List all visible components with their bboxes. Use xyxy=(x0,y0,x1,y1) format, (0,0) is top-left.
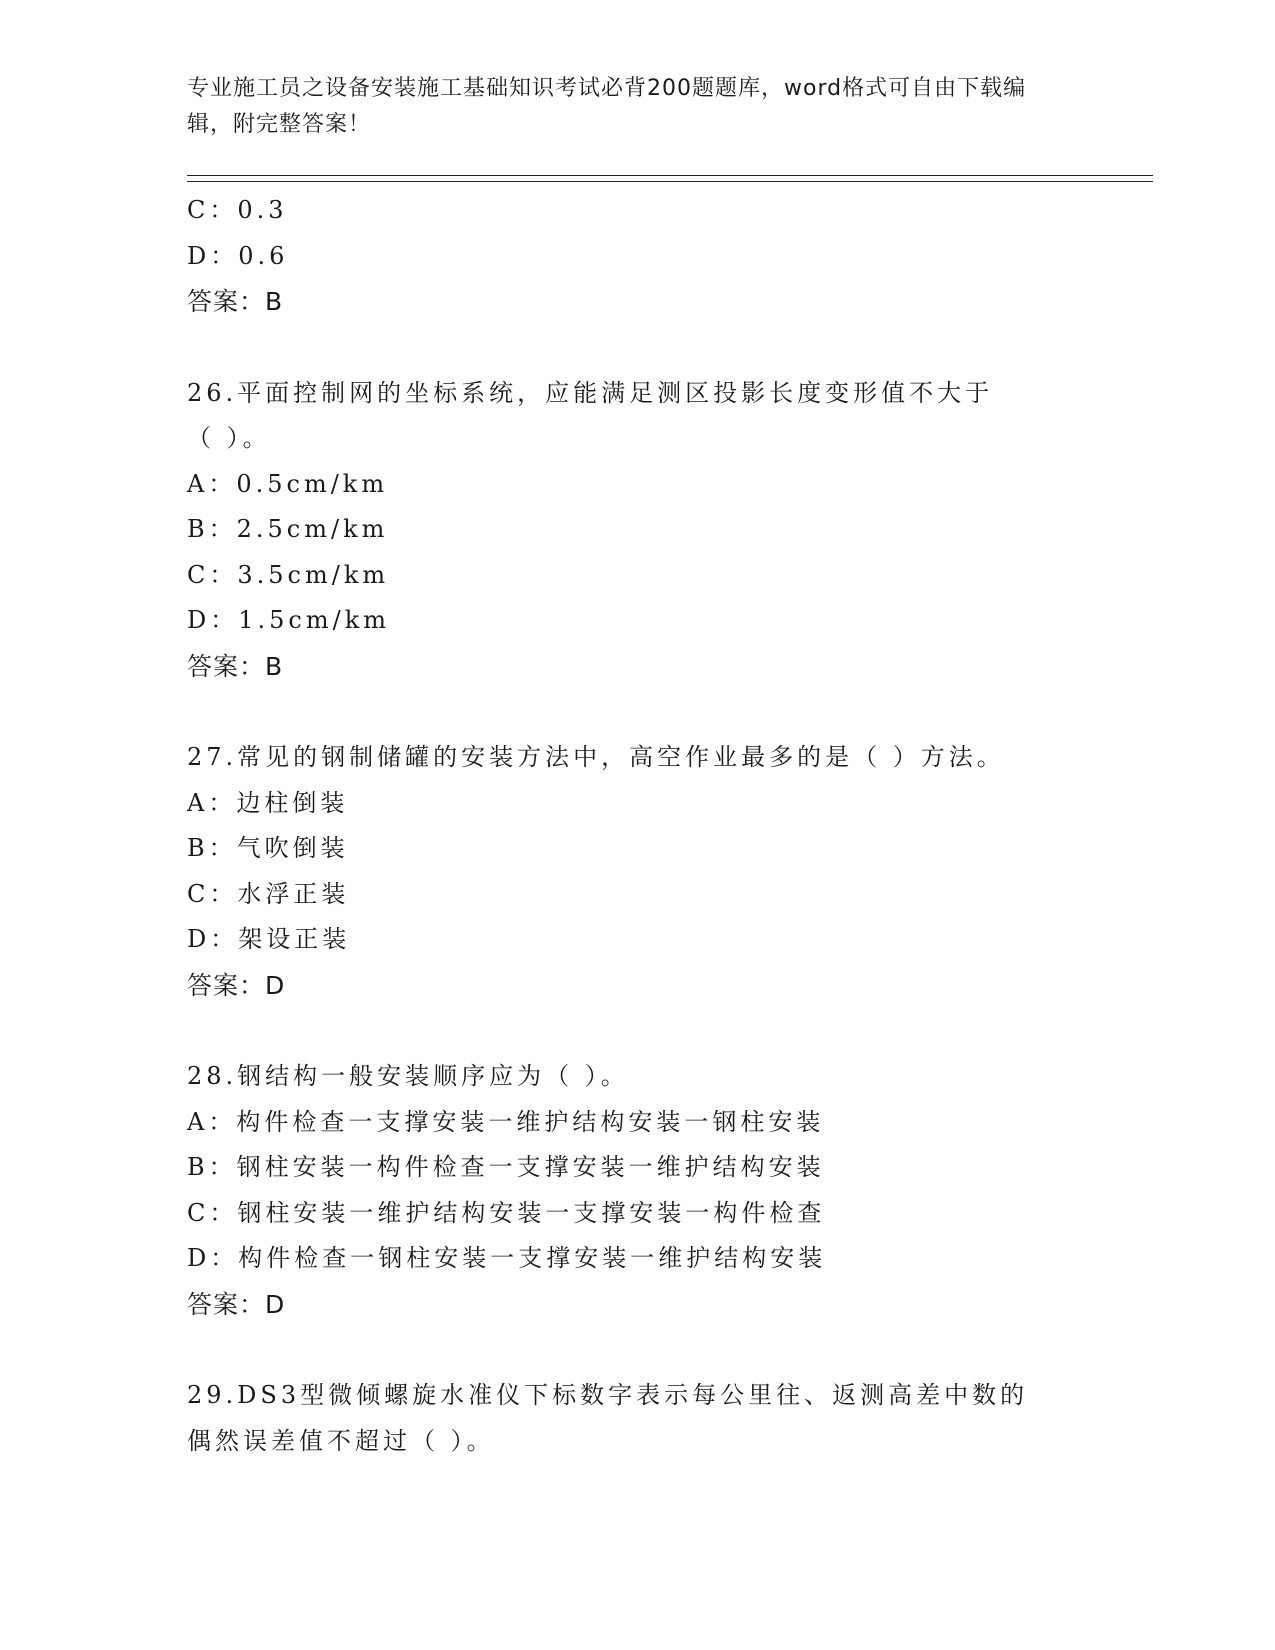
answer-line: 答案：D xyxy=(187,970,286,1000)
option-b: B：钢柱安装一构件检查一支撑安装一维护结构安装 xyxy=(187,1153,825,1181)
question-26 xyxy=(187,371,1087,690)
continued-block xyxy=(187,188,1087,325)
question-stem: 26.平面控制网的坐标系统，应能满足测区投影长度变形值不大于（ ）。 xyxy=(187,378,994,452)
option-d: D：构件检查一钢柱安装一支撑安装一维护结构安装 xyxy=(187,1244,827,1272)
question-28 xyxy=(187,1054,1087,1327)
question-stem: 27.常见的钢制储罐的安装方法中，高空作业最多的是（ ）方法。 xyxy=(187,743,1005,771)
question-27 xyxy=(187,735,1087,1008)
option-b: B：气吹倒装 xyxy=(187,834,349,862)
header-rule-top xyxy=(187,175,1153,176)
question-stem: 29.DS3型微倾螺旋水准仪下标数字表示每公里往、返测高差中数的偶然误差值不超过（ ）。 xyxy=(187,1381,1029,1455)
option-a: A：构件检查一支撑安装一维护结构安装一钢柱安装 xyxy=(187,1107,825,1136)
answer-line: 答案：B xyxy=(187,651,284,681)
option-c: C：水浮正装 xyxy=(187,879,350,908)
page-header: 专业施工员之设备安装施工基础知识考试必背200题题库，word格式可自由下载编辑，附完整答案！ xyxy=(187,76,1027,137)
option-c: C：0.3 xyxy=(187,196,288,224)
option-a: A：0.5cm/km xyxy=(187,469,389,498)
question-content xyxy=(187,188,1087,1464)
option-b: B：2.5cm/km xyxy=(187,515,389,543)
answer-line: 答案：D xyxy=(187,1289,286,1319)
question-stem: 28.钢结构一般安装顺序应为（ ）。 xyxy=(187,1062,629,1090)
header-rule-bottom xyxy=(187,181,1153,182)
option-d: D：架设正装 xyxy=(187,925,351,953)
option-d: D：1.5cm/km xyxy=(187,606,390,634)
answer-line: 答案：B xyxy=(187,287,284,316)
question-29 xyxy=(187,1373,1087,1464)
option-a: A：边柱倒装 xyxy=(187,788,349,817)
option-c: C：3.5cm/km xyxy=(187,560,390,589)
option-c: C：钢柱安装一维护结构安装一支撑安装一构件检查 xyxy=(187,1198,826,1227)
option-d: D：0.6 xyxy=(187,241,289,270)
